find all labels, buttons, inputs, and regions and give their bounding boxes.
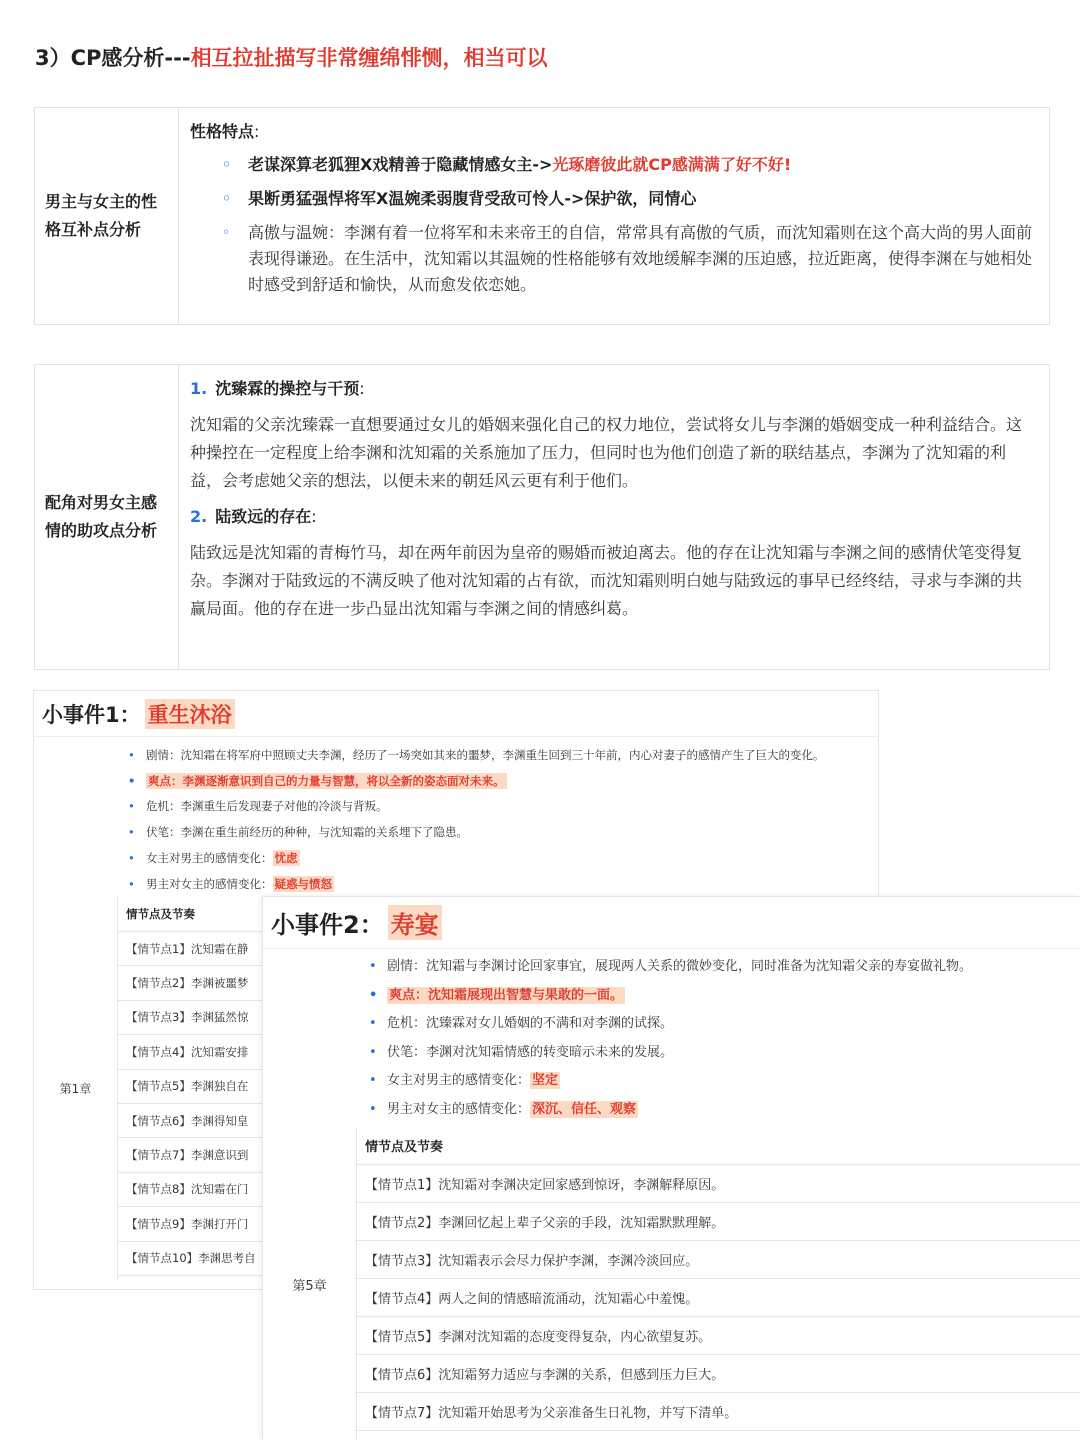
table-row: 【情节点2】李渊回忆起上辈子父亲的手段，沈知霜默默理解。	[357, 1203, 1080, 1241]
section-body: 陆致远是沈知霜的青梅竹马，却在两年前因为皇帝的赐婚而被迫离去。他的存在让沈知霜与李渊之间的感情伏笔变得复杂。李渊对于陆致远的不满反映了他对沈知霜的占有欲，而沈知霜则明白她与陆致远的事早已经终结，寻求与李渊的共赢局面。他的存在进一步凸显出沈知霜与李渊之间的情感纠葛。	[190, 543, 1023, 618]
section-heading	[35, 42, 548, 72]
list-item	[126, 846, 825, 872]
supporting-label: 配角对男女主感情的助攻点分析	[45, 493, 158, 540]
table-row: 【情节点6】沈知霜努力适应与李渊的关系，但感到压力巨大。	[357, 1355, 1080, 1393]
personality-label: 男主与女主的性格互补点分析	[45, 192, 158, 239]
event2-screenshot	[262, 896, 1080, 1440]
heading-highlight: 相互拉扯描写非常缠绵悱恻，相当可以	[190, 46, 548, 70]
list-item: • 剧情：沈知霜与李渊讨论回家事宜，展现两人关系的微妙变化，同时准备为沈知霜父亲的寿宴做礼物。	[367, 953, 972, 982]
personality-table	[34, 107, 1050, 325]
table-row: 【情节点7】李渊意识到	[118, 1138, 268, 1172]
event1-bullets	[126, 743, 825, 897]
list-item: • 危机：李渊重生后发现妻子对他的冷淡与背叛。	[126, 794, 825, 820]
table-row: 【情节点1】沈知霜对李渊决定回家感到惊讶，李渊解释原因。	[357, 1165, 1080, 1203]
section-number: 2.	[190, 507, 208, 526]
section-title-text: 陆致远的存在	[215, 507, 312, 526]
personality-content-cell	[179, 108, 1049, 324]
event2-prefix: 小事件2：	[271, 911, 384, 939]
chapter-cell: 第1章	[34, 896, 118, 1280]
table-row: 【情节点3】沈知霜表示会尽力保护李渊，李渊冷淡回应。	[357, 1241, 1080, 1279]
section-title	[190, 377, 1037, 401]
table-row: 【情节点5】李渊独自在	[118, 1070, 268, 1104]
table-row: 【情节点5】李渊对沈知霜的态度变得复杂，内心欲望复苏。	[357, 1317, 1080, 1355]
personality-label-cell	[35, 108, 179, 324]
personality-title-colon: :	[254, 122, 260, 141]
event2-bullets	[367, 953, 972, 1125]
table-row: 【情节点1】沈知霜在静	[118, 932, 268, 966]
section-colon: :	[359, 379, 365, 398]
table-header: 情节点及节奏	[118, 896, 268, 932]
list-item	[126, 769, 825, 795]
emotion-value: 深沉、信任、观察	[532, 1101, 637, 1117]
cool-point-text: 爽点：沈知霜展现出智慧与果敢的一面。	[389, 987, 624, 1003]
table-row: 【情节点4】沈知霜安排	[118, 1035, 268, 1069]
section-colon: :	[311, 507, 317, 526]
list-item: • 危机：沈臻霖对女儿婚姻的不满和对李渊的试探。	[367, 1010, 972, 1039]
supporting-label-cell	[35, 365, 179, 669]
event2-plot-table	[263, 1127, 1080, 1440]
table-row: 【情节点8】沈知霜在门	[118, 1173, 268, 1207]
cool-point-text: 爽点：李渊逐渐意识到自己的力量与智慧，将以全新的姿态面对未来。	[148, 773, 505, 788]
list-item	[367, 1067, 972, 1096]
personality-title-text: 性格特点	[190, 122, 255, 141]
emotion-label: 男主对女主的感情变化：	[146, 876, 273, 891]
table-row: 【情节点6】李渊得知皇	[118, 1104, 268, 1138]
section-body: 沈知霜的父亲沈臻霖一直想要通过女儿的婚姻来强化自己的权力地位，尝试将女儿与李渊的婚姻变成一种利益结合。这种操控在一定程度上给李渊和沈知霜的关系施加了压力，但同时也为他们创造了新的联结基点，李渊为了沈知霜的利益，会考虑她父亲的想法，以便未来的朝廷风云更有利于他们。	[190, 415, 1023, 490]
list-item-text: 老谋深算老狐狸X戏精善于隐藏情感女主->	[248, 155, 553, 174]
emotion-label: 女主对男主的感情变化：	[387, 1073, 531, 1089]
list-item: ◦ 果断勇猛强悍将军X温婉柔弱腹背受敌可怜人->保护欲，同情心	[190, 186, 1037, 212]
list-item: ◦ 高傲与温婉：李渊有着一位将军和未来帝王的自信，常常具有高傲的气质，而沈知霜则在这个高大尚的男人面前表现得谦逊。在生活中，沈知霜以其温婉的性格能够有效地缓解李渊的压迫感，拉近距离，使得李渊在与她相处时感受到舒适和愉快，从而愈发依恋她。	[190, 220, 1037, 298]
table-header: 情节点及节奏	[357, 1127, 1080, 1165]
list-item: • 剧情：沈知霜在将军府中照顾丈夫李渊，经历了一场突如其来的噩梦，李渊重生回到三十年前，内心对妻子的感情产生了巨大的变化。	[126, 743, 825, 769]
list-item	[190, 152, 1037, 178]
list-item: • 伏笔：李渊对沈知霜情感的转变暗示未来的发展。	[367, 1039, 972, 1068]
table-row: 【情节点7】沈知霜开始思考为父亲准备生日礼物，并写下清单。	[357, 1393, 1080, 1431]
event2-name: 寿宴	[388, 905, 442, 940]
list-item: • 伏笔：李渊在重生前经历的种种，与沈知霜的关系埋下了隐患。	[126, 820, 825, 846]
supporting-role-table	[34, 364, 1050, 670]
event1-name: 重生沐浴	[145, 699, 235, 729]
event1-prefix: 小事件1：	[42, 702, 141, 727]
section-title	[190, 505, 1037, 529]
supporting-content-cell	[179, 365, 1049, 669]
section-number: 1.	[190, 379, 208, 398]
emotion-label: 女主对男主的感情变化：	[146, 850, 273, 865]
event1-header	[34, 691, 878, 737]
emotion-value: 疑惑与愤怒	[274, 876, 332, 891]
emotion-value: 坚定	[532, 1073, 559, 1089]
list-item-highlight: 光琢磨彼此就CP感满满了好不好!	[552, 155, 792, 174]
table-row: 【情节点10】李渊思考自	[118, 1242, 268, 1276]
emotion-value: 忧虑	[274, 850, 298, 865]
table-row: 【情节点4】两人之间的情感暗流涌动，沈知霜心中羞愧。	[357, 1279, 1080, 1317]
table-row: 【情节点2】李渊被噩梦	[118, 966, 268, 1000]
section-title-text: 沈臻霖的操控与干预	[215, 379, 360, 398]
heading-prefix: 3）CP感分析---	[35, 46, 191, 70]
emotion-label: 男主对女主的感情变化：	[387, 1101, 531, 1117]
table-row: 【情节点3】李渊猛然惊	[118, 1001, 268, 1035]
personality-list	[190, 152, 1037, 298]
list-item	[367, 1096, 972, 1125]
list-item	[367, 982, 972, 1011]
table-row: 【情节点9】李渊打开门	[118, 1207, 268, 1241]
personality-title	[190, 120, 1037, 144]
list-item	[126, 872, 825, 898]
chapter-cell: 第5章	[263, 1127, 357, 1440]
event2-header	[263, 897, 1080, 949]
